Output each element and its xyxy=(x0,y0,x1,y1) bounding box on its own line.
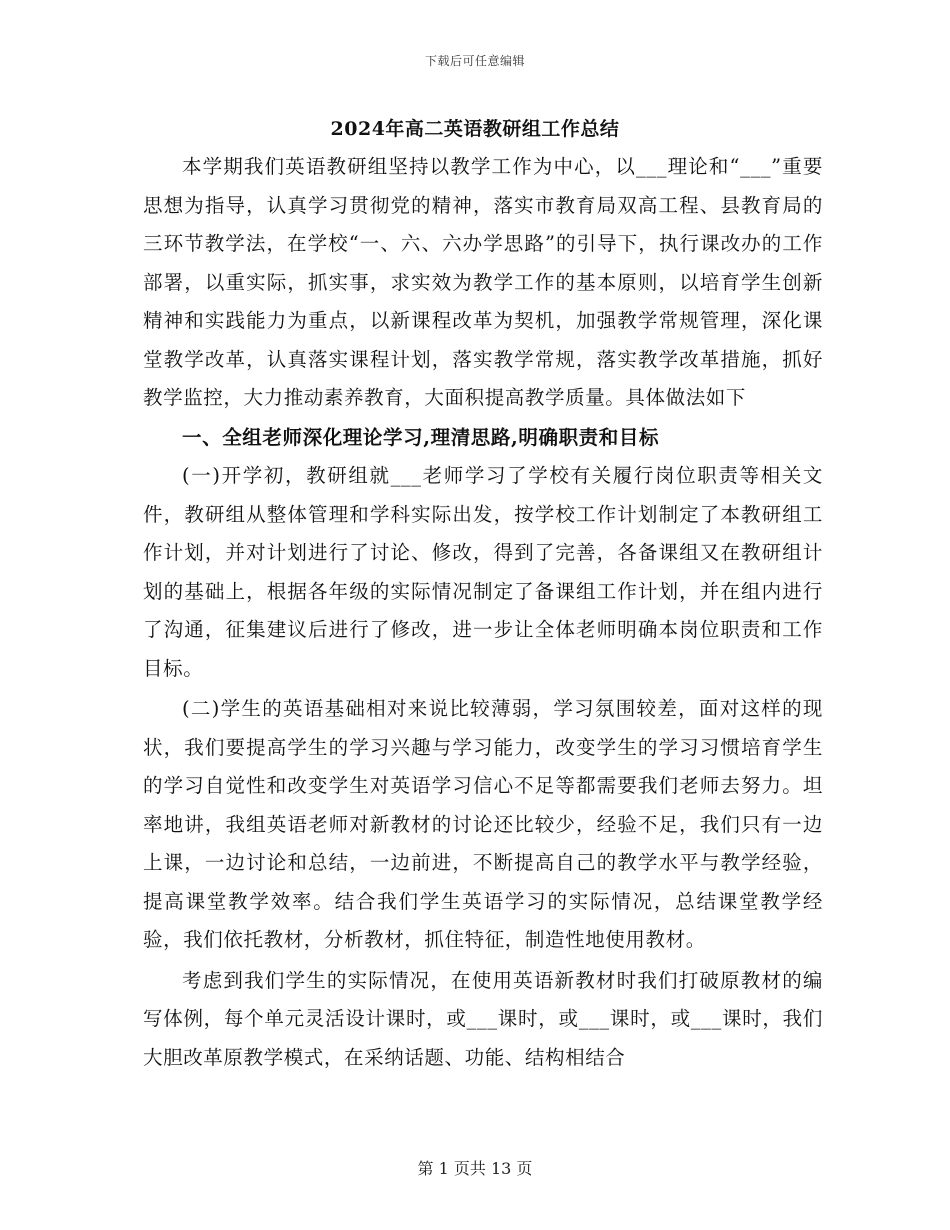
document-body xyxy=(143,148,823,1077)
paragraph-item-2: (二)学生的英语基础相对来说比较薄弱，学习氛围较差，面对这样的现状，我们要提高学生的学习兴趣与学习能力，改变学生的学习习惯培育学生的学习自觉性和改变学生对英语学习信心不足等都需要我们老师去努力。坦率地讲，我组英语老师对新教材的讨论还比较少，经验不足，我们只有一边上课，一边讨论和总结，一边前进，不断提高自己的教学水平与教学经验，提高课堂教学效率。结合我们学生英语学习的实际情况，总结课堂教学经验，我们依托教材，分析教材，抓住特征，制造性地使用教材。 xyxy=(143,697,823,951)
paragraph-textbook: 考虑到我们学生的实际情况，在使用英语新教材时我们打破原教材的编写体例，每个单元灵活设计课时，或___课时，或___课时，或___课时，我们大胆改革原教学模式，在采纳话题、功能、结构相结合 xyxy=(143,968,823,1069)
header-note: 下载后可任意编辑 xyxy=(424,54,525,68)
intro-paragraph: 本学期我们英语教研组坚持以教学工作为中心，以___理论和“___”重要思想为指导，认真学习贯彻党的精神，落实市教育局双高工程、县教育局的三环节教学法，在学校“一、六、六办学思路”的引导下，执行课改办的工作部署，以重实际，抓实事，求实效为教学工作的基本原则，以培育学生创新精神和实践能力为重点，以新课程改革为契机，加强教学常规管理，深化课堂教学改革，认真落实课程计划，落实教学常规，落实教学改革措施，抓好教学监控，大力推动素养教育，大面积提高教学质量。具体做法如下 xyxy=(143,155,823,409)
document-title: 2024年高二英语教研组工作总结 xyxy=(330,118,620,140)
section-heading: 一、全组老师深化理论学习,理清思路,明确职责和目标 xyxy=(182,425,660,449)
paragraph-item-1: (一)开学初，教研组就___老师学习了学校有关履行岗位职责等相关文件，教研组从整体管理和学科实际出发，按学校工作计划制定了本教研组工作计划，并对计划进行了讨论、修改，得到了完善，各备课组又在教研组计划的基础上，根据各年级的实际情况制定了备课组工作计划，并在组内进行了沟通，征集建议后进行了修改，进一步让全体老师明确本岗位职责和工作目标。 xyxy=(143,464,823,680)
page-number: 第 1 页共 13 页 xyxy=(417,1159,533,1178)
